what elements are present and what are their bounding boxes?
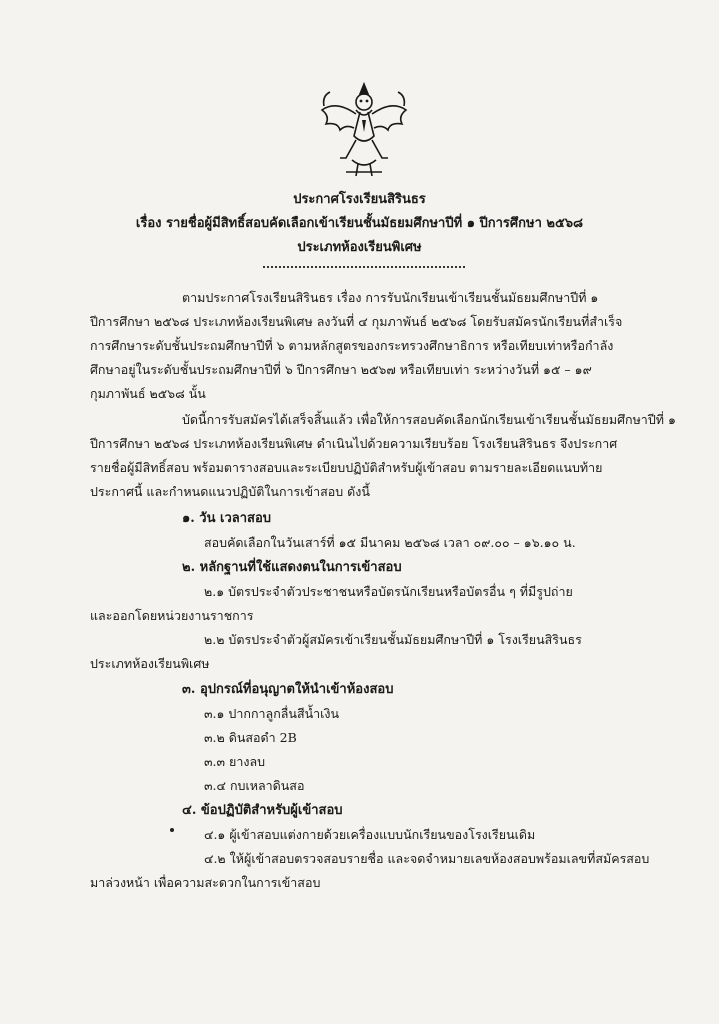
paragraph2-line: บัดนี้การรับสมัครได้เสร็จสิ้นแล้ว เพื่อให้การสอบคัดเลือกนักเรียนเข้าเรียนชั้นมัธยมศึกษาปีที่ ๑ [182, 412, 676, 427]
paragraph1-line: ปีการศึกษา ๒๕๖๘ ประเภทห้องเรียนพิเศษ ลงวันที่ ๔ กุมภาพันธ์ ๒๕๖๘ โดยรับสมัครนักเรียนที่สำเร็จ [90, 314, 623, 329]
section4-item: ๔.๒ ให้ผู้เข้าสอบตรวจสอบรายชื่อ และจดจำหมายเลขห้องสอบพร้อมเลขที่สมัครสอบ [204, 851, 650, 866]
garuda-emblem-icon [316, 80, 412, 180]
section3-item: ๓.๒ ดินสอดำ 2B [204, 730, 297, 745]
section3-item: ๓.๓ ยางลบ [204, 754, 266, 769]
paragraph1-line: การศึกษาระดับชั้นประถมศึกษาปีที่ ๖ ตามหลักสูตรของกระทรวงศึกษาธิการ หรือเทียบเท่าหรือกำลัง [90, 338, 614, 353]
section3-item: ๓.๑ ปากกาลูกลื่นสีน้ำเงิน [204, 706, 340, 721]
paragraph2-line: ประกาศนี้ และกำหนดแนวปฏิบัติในการเข้าสอบ ดังนี้ [90, 484, 370, 499]
section1-detail: สอบคัดเลือกในวันเสาร์ที่ ๑๕ มีนาคม ๒๕๖๘ เวลา ๐๙.๐๐ – ๑๖.๑๐ น. [204, 535, 576, 550]
section2-item: ๒.๒ บัตรประจำตัวผู้สมัครเข้าเรียนชั้นมัธยมศึกษาปีที่ ๑ โรงเรียนสิรินธร [204, 632, 582, 647]
announcement-title: ประกาศโรงเรียนสิรินธร [293, 192, 426, 207]
announcement-category: ประเภทห้องเรียนพิเศษ [297, 240, 422, 255]
paragraph1-line: กุมภาพันธ์ ๒๕๖๘ นั้น [90, 386, 206, 401]
dotted-divider [263, 266, 465, 268]
section2-item-cont: และออกโดยหน่วยงานราชการ [90, 608, 254, 623]
paragraph2-line: รายชื่อผู้มีสิทธิ์สอบ พร้อมตารางสอบและระเบียบปฏิบัติสำหรับผู้เข้าสอบ ตามรายละเอียดแนบท้าย [90, 460, 603, 475]
paragraph1-line: ตามประกาศโรงเรียนสิรินธร เรื่อง การรับนักเรียนเข้าเรียนชั้นมัธยมศึกษาปีที่ ๑ [182, 290, 599, 305]
paragraph2-line: ปีการศึกษา ๒๕๖๘ ประเภทห้องเรียนพิเศษ ดำเนินไปด้วยความเรียบร้อย โรงเรียนสิรินธร จึงประกาศ [90, 436, 618, 451]
section3-heading: ๓. อุปกรณ์ที่อนุญาตให้นำเข้าห้องสอบ [182, 682, 394, 697]
bullet-dot [170, 828, 174, 832]
section4-item-cont: มาล่วงหน้า เพื่อความสะดวกในการเข้าสอบ [90, 875, 321, 890]
section1-heading: ๑. วัน เวลาสอบ [182, 511, 272, 526]
paragraph1-line: ศึกษาอยู่ในระดับชั้นประถมศึกษาปีที่ ๖ ปีการศึกษา ๒๕๖๗ หรือเทียบเท่า ระหว่างวันที่ ๑๕ – ๑๙ [90, 362, 592, 377]
section3-item: ๓.๔ กบเหลาดินสอ [204, 778, 305, 793]
section2-item: ๒.๑ บัตรประจำตัวประชาชนหรือบัตรนักเรียนหรือบัตรอื่น ๆ ที่มีรูปถ่าย [204, 584, 573, 599]
section2-heading: ๒. หลักฐานที่ใช้แสดงตนในการเข้าสอบ [182, 560, 402, 575]
section4-item: ๔.๑ ผู้เข้าสอบแต่งกายด้วยเครื่องแบบนักเรียนของโรงเรียนเดิม [204, 827, 536, 842]
announcement-subject: เรื่อง รายชื่อผู้มีสิทธิ์สอบคัดเลือกเข้าเรียนชั้นมัธยมศึกษาปีที่ ๑ ปีการศึกษา ๒๕๖๘ [135, 216, 584, 231]
section4-heading: ๔. ข้อปฏิบัติสำหรับผู้เข้าสอบ [182, 803, 343, 818]
section2-item-cont: ประเภทห้องเรียนพิเศษ [90, 656, 210, 671]
